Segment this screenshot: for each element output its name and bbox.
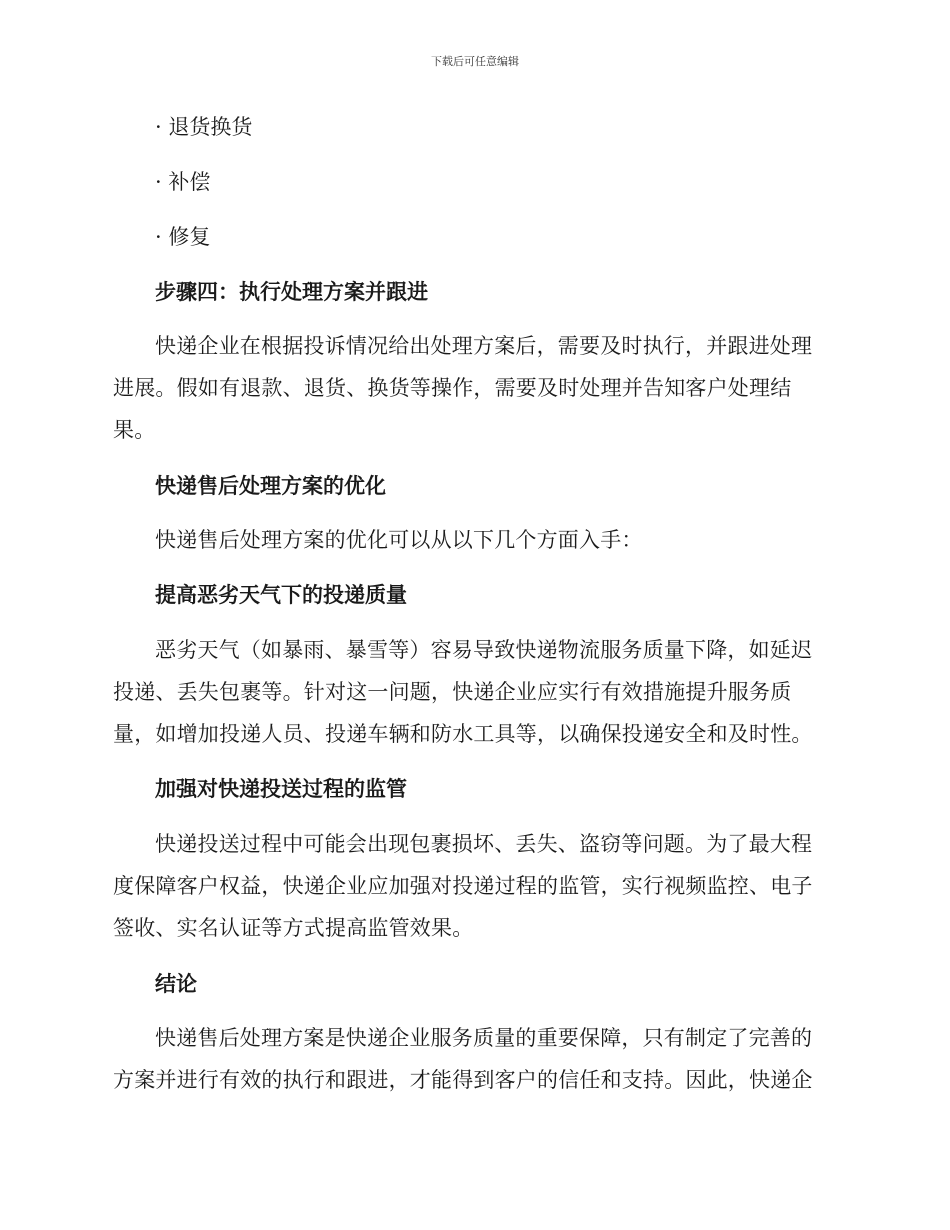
section-paragraph-supervision: 快递投送过程中可能会出现包裹损坏、丢失、盗窃等问题。为了最大程度保障客户权益，快递企业应加强对投递过程的监管，实行视频监控、电子签收、实名认证等方式提高监管效果。 bbox=[113, 832, 813, 940]
bullet-item-repair: · 修复 bbox=[155, 225, 211, 249]
section-paragraph-step-four: 快递企业在根据投诉情况给出处理方案后，需要及时执行，并跟进处理进展。假如有退款、退货、换货等操作，需要及时处理并告知客户处理结果。 bbox=[113, 334, 813, 442]
section-paragraph-optimization: 快递售后处理方案的优化可以从以下几个方面入手： bbox=[155, 528, 643, 552]
section-heading-conclusion: 结论 bbox=[155, 971, 197, 996]
section-heading-step-four: 步骤四：执行处理方案并跟进 bbox=[155, 279, 428, 304]
section-heading-supervision: 加强对快递投送过程的监管 bbox=[155, 776, 407, 801]
section-heading-bad-weather: 提高恶劣天气下的投递质量 bbox=[155, 582, 407, 607]
page-header: 下载后可任意编辑 bbox=[431, 55, 519, 68]
section-paragraph-bad-weather: 恶劣天气（如暴雨、暴雪等）容易导致快递物流服务质量下降，如延迟投递、丢失包裹等。针对这一问题，快递企业应实行有效措施提升服务质量，如增加投递人员、投递车辆和防水工具等，以确保投递安全和及时性。 bbox=[113, 638, 813, 746]
section-paragraph-conclusion: 快递售后处理方案是快递企业服务质量的重要保障，只有制定了完善的方案并进行有效的执行和跟进，才能得到客户的信任和支持。因此，快递企 bbox=[113, 1026, 813, 1092]
section-heading-optimization: 快递售后处理方案的优化 bbox=[155, 473, 386, 498]
bullet-item-compensation: · 补偿 bbox=[155, 170, 211, 194]
bullet-item-return-exchange: · 退货换货 bbox=[155, 115, 253, 139]
